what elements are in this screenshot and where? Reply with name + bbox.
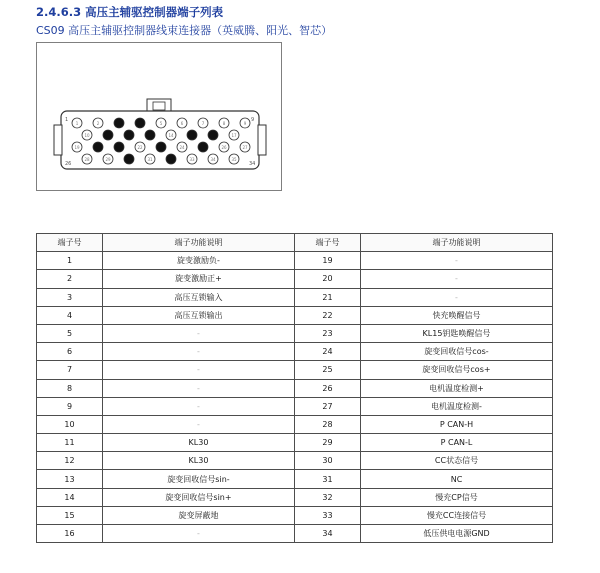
pin-function: 快充唤醒信号	[361, 306, 553, 324]
table-row	[37, 306, 553, 324]
pin-function: -	[361, 252, 553, 270]
pin-label: 2	[96, 120, 100, 126]
pin-label: 27	[242, 144, 248, 150]
pin-label: 34	[210, 156, 216, 162]
pin-number: 19	[295, 252, 361, 270]
table-row	[37, 470, 553, 488]
pin-number: 3	[37, 288, 103, 306]
pin-label: 28	[84, 156, 90, 162]
connector-drawing	[37, 43, 281, 190]
table-row	[37, 288, 553, 306]
pin-number: 27	[295, 397, 361, 415]
pin-function: 慢充CC连接信号	[361, 506, 553, 524]
header-pin-function-2: 端子功能说明	[361, 234, 553, 252]
pin-number: 29	[295, 434, 361, 452]
pin-number: 26	[295, 379, 361, 397]
pin-populated	[156, 142, 166, 152]
pin-label: 26	[221, 144, 227, 150]
pin-function: 旋变激励负-	[103, 252, 295, 270]
pin-number: 28	[295, 415, 361, 433]
pin-number: 21	[295, 288, 361, 306]
pin-function: -	[103, 361, 295, 379]
pin-function: -	[361, 270, 553, 288]
pin-number: 1	[37, 252, 103, 270]
pin-number: 34	[295, 525, 361, 543]
table-row	[37, 525, 553, 543]
header-pin-function: 端子功能说明	[103, 234, 295, 252]
pin-function: CC状态信号	[361, 452, 553, 470]
pin-populated	[124, 154, 134, 164]
pin-number: 33	[295, 506, 361, 524]
pin-label: 22	[137, 144, 143, 150]
header-pin-no-2: 端子号	[295, 234, 361, 252]
pin-function: -	[361, 288, 553, 306]
pin-corner-label-bottom-right: 34	[249, 161, 256, 167]
connector-diagram	[36, 42, 282, 191]
pin-corner-label-top-left: 1	[65, 117, 69, 123]
pin-label: 5	[159, 120, 163, 126]
pin-function: NC	[361, 470, 553, 488]
pin-function: -	[103, 397, 295, 415]
pin-number: 10	[37, 415, 103, 433]
pin-label: 24	[179, 144, 185, 150]
header-pin-no: 端子号	[37, 234, 103, 252]
pin-function: -	[103, 324, 295, 342]
pin-number: 15	[37, 506, 103, 524]
pin-populated	[135, 118, 145, 128]
pin-number: 25	[295, 361, 361, 379]
pin-populated	[208, 130, 218, 140]
pin-populated	[198, 142, 208, 152]
pin-number: 22	[295, 306, 361, 324]
pin-number: 11	[37, 434, 103, 452]
pin-label: 7	[201, 120, 205, 126]
pin-label: 35	[231, 156, 237, 162]
pin-function: KL30	[103, 452, 295, 470]
pin-number: 9	[37, 397, 103, 415]
pin-label: 33	[189, 156, 195, 162]
pin-populated	[187, 130, 197, 140]
pin-function: 低压供电电源GND	[361, 525, 553, 543]
pin-corner-label-top-right: 9	[251, 117, 255, 123]
table-row	[37, 324, 553, 342]
pin-function: 慢充CP信号	[361, 488, 553, 506]
pin-number: 4	[37, 306, 103, 324]
pin-label: 31	[147, 156, 153, 162]
pin-populated	[166, 154, 176, 164]
pin-number: 16	[37, 525, 103, 543]
pin-function: -	[103, 379, 295, 397]
connector-left-key	[54, 125, 62, 155]
pin-number: 2	[37, 270, 103, 288]
table-row	[37, 361, 553, 379]
pin-label: 29	[105, 156, 111, 162]
pin-populated	[114, 142, 124, 152]
connector-latch-window	[153, 102, 165, 110]
table-row	[37, 452, 553, 470]
pin-populated	[145, 130, 155, 140]
pin-function: P CAN-L	[361, 434, 553, 452]
pin-populated	[124, 130, 134, 140]
pin-function: 旋变屏蔽地	[103, 506, 295, 524]
pin-number: 24	[295, 343, 361, 361]
pin-number: 8	[37, 379, 103, 397]
table-row	[37, 270, 553, 288]
pin-label: 19	[74, 144, 80, 150]
table-row	[37, 434, 553, 452]
pin-populated	[114, 118, 124, 128]
pin-function: -	[103, 525, 295, 543]
pin-table-header-row	[37, 234, 553, 252]
pin-function: -	[103, 415, 295, 433]
pin-function: 高压互锁输入	[103, 288, 295, 306]
pin-populated	[93, 142, 103, 152]
table-row	[37, 415, 553, 433]
pin-label: 14	[168, 132, 174, 138]
pin-function: 旋变回收信号sin+	[103, 488, 295, 506]
pin-number: 5	[37, 324, 103, 342]
table-row	[37, 379, 553, 397]
pin-populated	[103, 130, 113, 140]
pin-number: 31	[295, 470, 361, 488]
pin-number: 6	[37, 343, 103, 361]
connector-subtitle: CS09 高压主辅驱控制器线束连接器（英威腾、阳光、智芯）	[36, 24, 333, 37]
pin-function: P CAN-H	[361, 415, 553, 433]
pin-number: 20	[295, 270, 361, 288]
pin-corner-label-bottom-left: 26	[65, 161, 72, 167]
pin-label: 1	[75, 120, 79, 126]
pin-number: 23	[295, 324, 361, 342]
table-row	[37, 506, 553, 524]
pin-label: 10	[84, 132, 90, 138]
pin-function: KL30	[103, 434, 295, 452]
pin-number: 30	[295, 452, 361, 470]
pin-number: 7	[37, 361, 103, 379]
pin-label: 8	[222, 120, 226, 126]
pin-label: 9	[243, 120, 247, 126]
table-row	[37, 488, 553, 506]
pin-function: 旋变回收信号cos-	[361, 343, 553, 361]
pin-number: 32	[295, 488, 361, 506]
pin-function: 电机温度检测-	[361, 397, 553, 415]
pin-table	[36, 233, 553, 543]
pin-function: KL15钥匙唤醒信号	[361, 324, 553, 342]
pin-function: 旋变激励正+	[103, 270, 295, 288]
pin-function: 电机温度检测+	[361, 379, 553, 397]
pin-label: 6	[180, 120, 184, 126]
table-row	[37, 252, 553, 270]
pin-function: -	[103, 343, 295, 361]
pin-function: 旋变回收信号sin-	[103, 470, 295, 488]
pin-number: 14	[37, 488, 103, 506]
table-row	[37, 343, 553, 361]
connector-right-key	[258, 125, 266, 155]
pin-label: 17	[231, 132, 237, 138]
table-row	[37, 397, 553, 415]
pin-number: 12	[37, 452, 103, 470]
section-title: 2.4.6.3 高压主辅驱控制器端子列表	[36, 5, 224, 19]
pin-number: 13	[37, 470, 103, 488]
pin-function: 旋变回收信号cos+	[361, 361, 553, 379]
pin-function: 高压互锁输出	[103, 306, 295, 324]
